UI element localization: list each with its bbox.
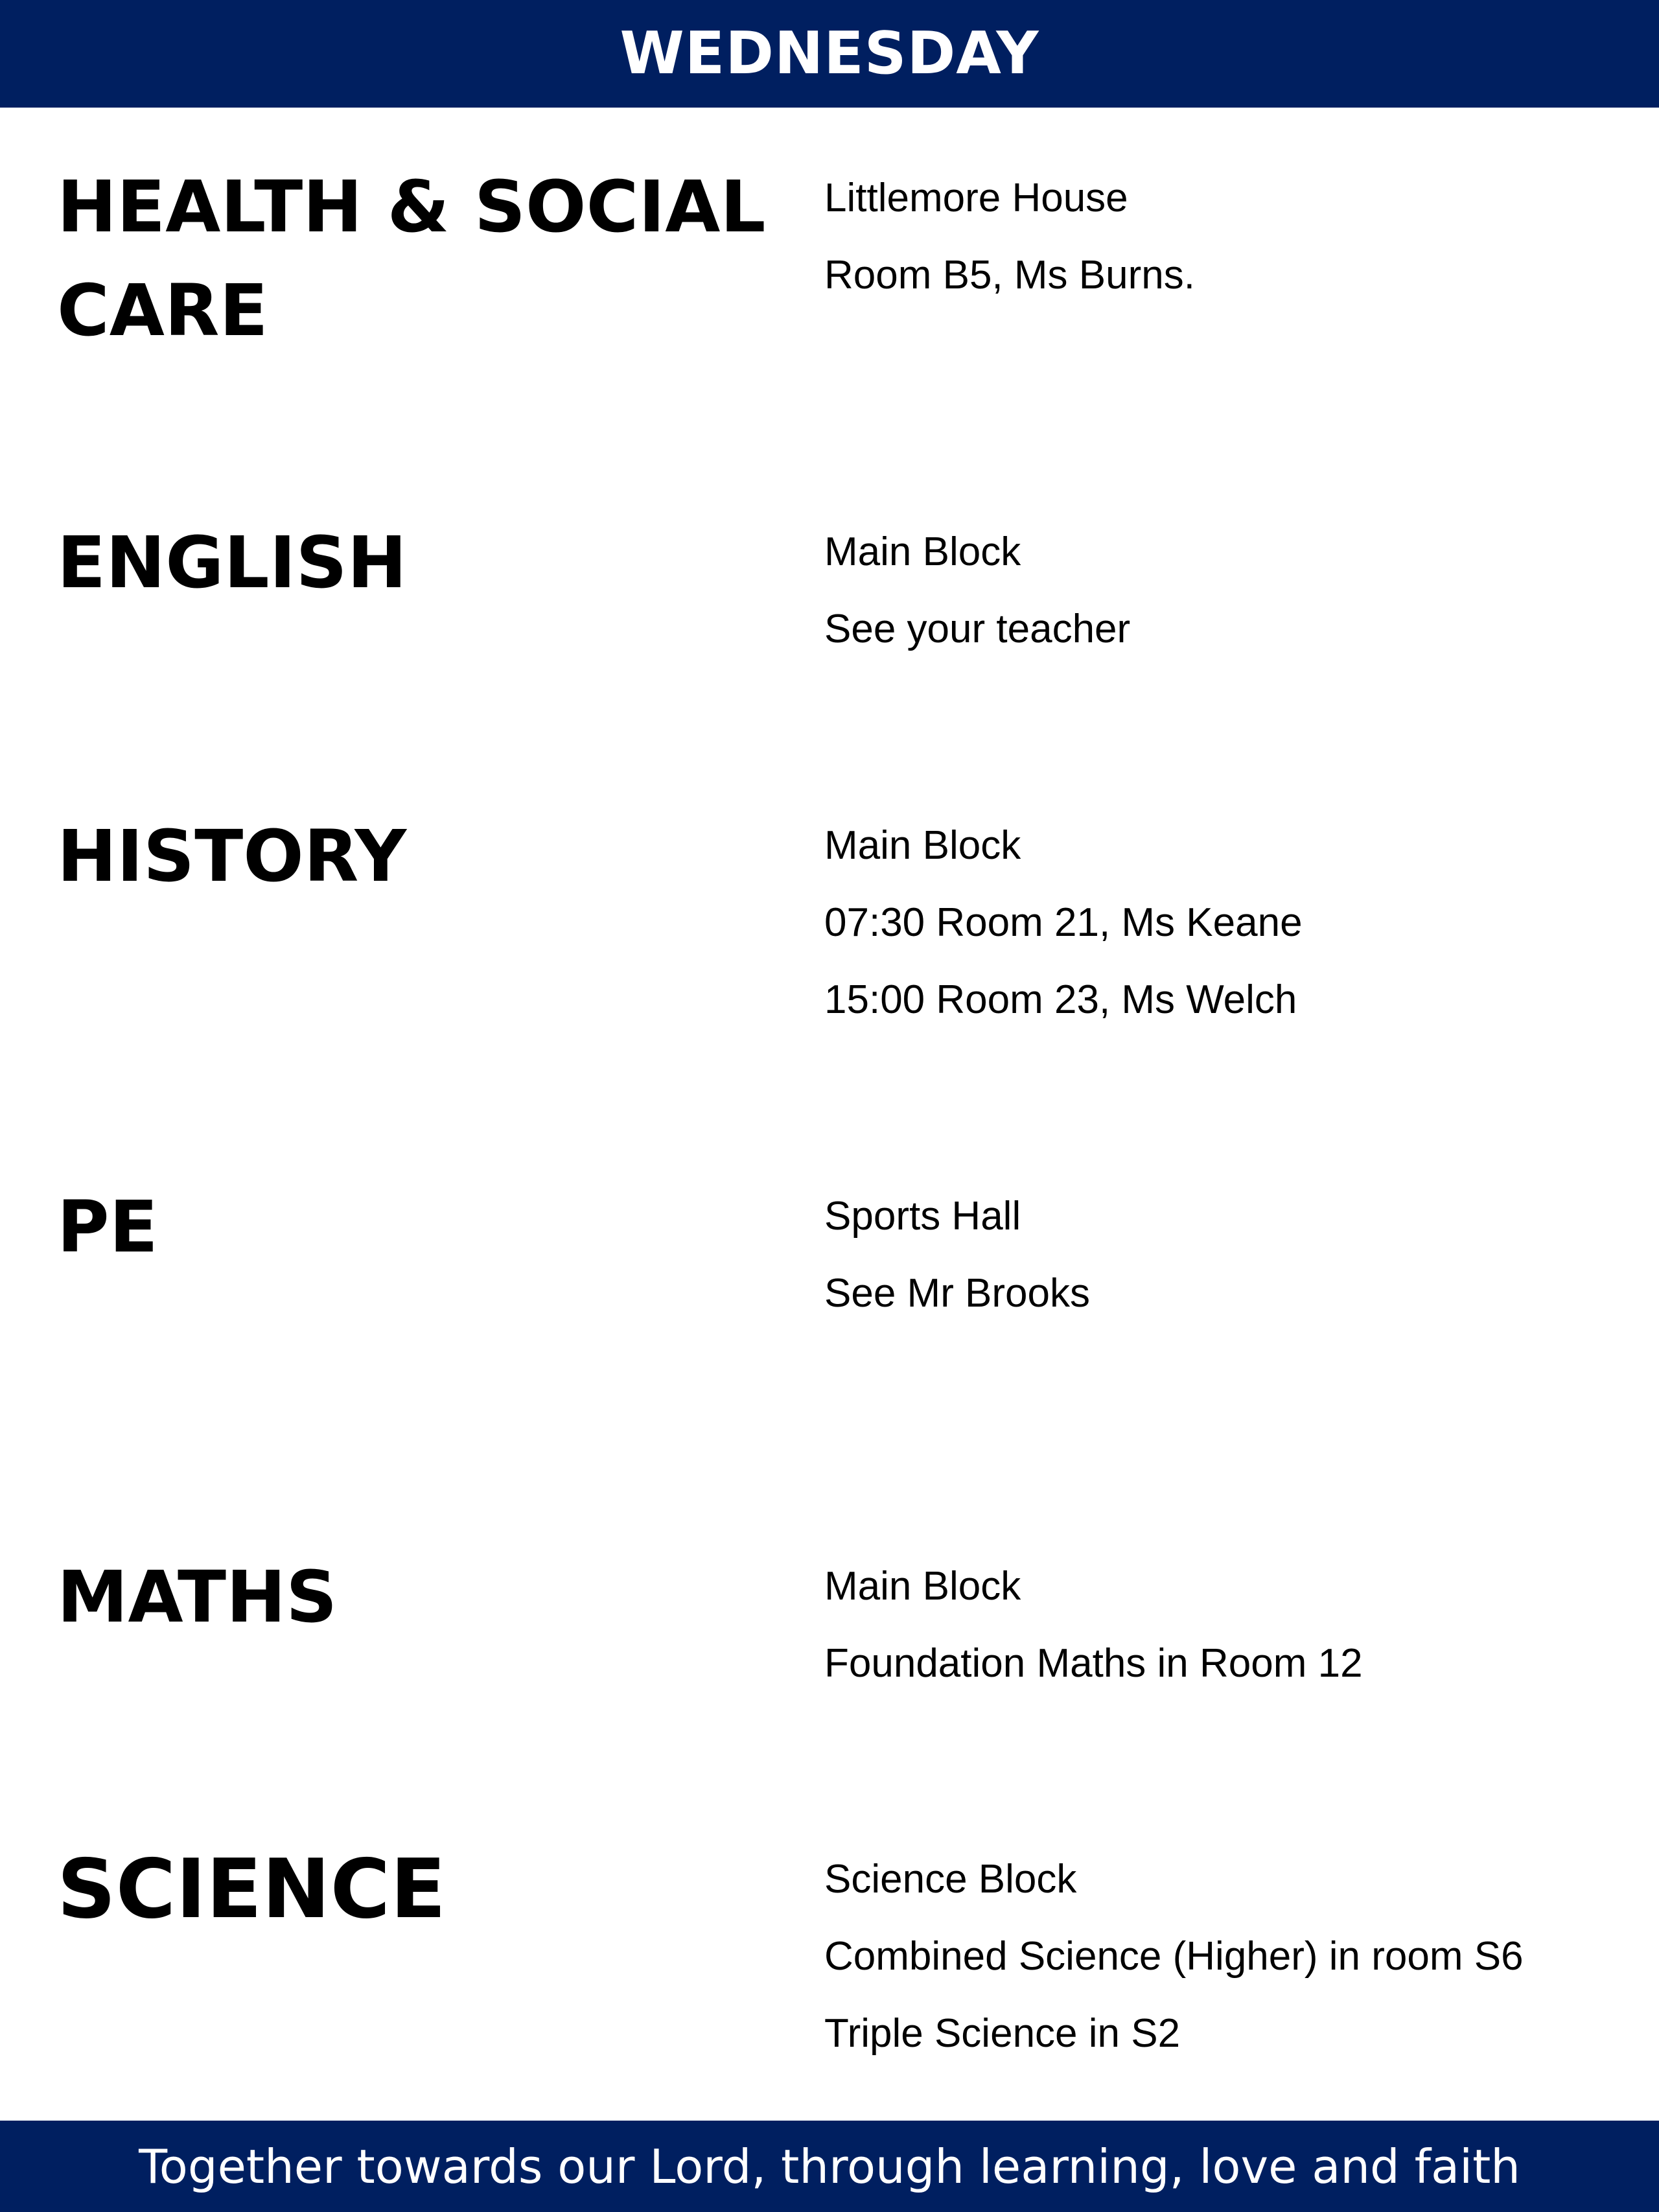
detail-line: Combined Science (Higher) in room S6 <box>824 1934 1524 1979</box>
subject-details-maths <box>824 1548 1602 1702</box>
subject-details-health-social-care <box>824 159 1602 314</box>
subject-heading-english: ENGLISH <box>57 521 407 604</box>
detail-line: Main Block <box>824 530 1021 574</box>
detail-line: Room B5, Ms Burns. <box>824 253 1195 297</box>
detail-line: Main Block <box>824 1564 1021 1609</box>
detail-line: Main Block <box>824 823 1021 868</box>
school-motto: Together towards our Lord, through learning, love and faith <box>139 2139 1520 2194</box>
subject-details-pe <box>824 1178 1602 1332</box>
detail-line: 15:00 Room 23, Ms Welch <box>824 977 1297 1022</box>
header-banner <box>0 0 1659 108</box>
detail-line: Littlemore House <box>824 176 1128 220</box>
detail-line: Foundation Maths in Room 12 <box>824 1641 1363 1686</box>
subject-heading-science: SCIENCE <box>57 1841 447 1937</box>
subject-details-history <box>824 807 1602 1038</box>
detail-line: Triple Science in S2 <box>824 2011 1181 2056</box>
subject-heading-health-social-care: HEALTH & SOCIAL CARE <box>57 165 766 352</box>
subject-heading-pe: PE <box>57 1185 158 1268</box>
subject-heading-history: HISTORY <box>57 815 407 898</box>
detail-line: See Mr Brooks <box>824 1271 1091 1316</box>
footer-banner <box>0 2121 1659 2212</box>
detail-line: 07:30 Room 21, Ms Keane <box>824 900 1303 945</box>
subject-details-english <box>824 513 1602 668</box>
detail-line: See your teacher <box>824 607 1131 651</box>
subject-details-science <box>824 1841 1602 2072</box>
detail-line: Sports Hall <box>824 1194 1021 1239</box>
detail-line: Science Block <box>824 1857 1077 1902</box>
day-title: WEDNESDAY <box>620 19 1039 87</box>
subject-heading-maths: MATHS <box>57 1555 338 1638</box>
